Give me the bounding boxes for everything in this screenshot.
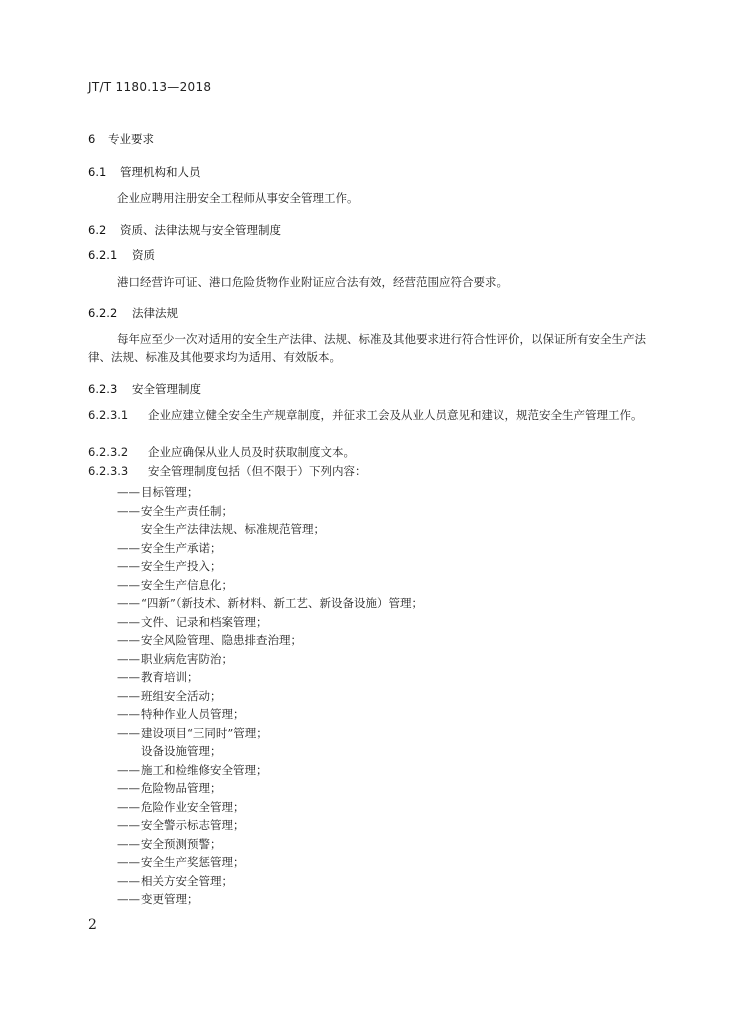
list-dash: —— [117, 596, 140, 610]
section-title: 专业要求 [108, 132, 154, 146]
list-dash: —— [117, 485, 140, 499]
list-item-text: 安全生产法律法规、标准规范管理； [141, 522, 325, 536]
list-item-text: 安全生产奖惩管理； [141, 855, 245, 869]
list-item-text: 施工和检维修安全管理； [141, 762, 268, 777]
section-6-2-2-text: 每年应至少一次对适用的安全生产法律、法规、标准及其他要求进行符合性评价，以保证所有安全生产法律、法规、标准及其他要求均为适用、有效版本。 [88, 332, 646, 364]
management-system-list [117, 483, 423, 909]
list-item-text: 危险作业安全管理； [141, 799, 245, 814]
list-dash: —— [117, 892, 140, 906]
list-item [117, 890, 423, 909]
list-item [117, 705, 423, 724]
list-dash: —— [117, 633, 140, 647]
list-item [117, 835, 423, 854]
list-item [117, 761, 423, 780]
list-item [117, 853, 423, 872]
list-dash: —— [117, 725, 140, 740]
list-item [117, 816, 423, 835]
section-6-2-3-heading [88, 381, 201, 397]
section-6-1-text: 企业应聘用注册安全工程师从事安全管理工作。 [117, 191, 359, 205]
section-6-2-3-2 [88, 444, 355, 460]
list-item-text: 安全生产责任制； [141, 503, 233, 518]
list-item-text: 文件、记录和档案管理； [141, 614, 268, 629]
list-item [117, 687, 423, 706]
list-dash: —— [117, 614, 140, 629]
list-item [117, 742, 423, 761]
list-item [117, 557, 423, 576]
section-6-2-2-heading [88, 305, 178, 321]
section-6-2-1-heading [88, 247, 155, 263]
list-item [117, 668, 423, 687]
list-item-text: 目标管理； [141, 485, 199, 499]
list-item [117, 502, 423, 521]
list-item-text: 班组安全活动； [141, 688, 222, 703]
list-item-text: 建设项目“三同时”管理； [141, 725, 268, 740]
list-item [117, 724, 423, 743]
list-item-text: 变更管理； [141, 892, 199, 906]
section-title: 资质、法律法规与安全管理制度 [120, 223, 281, 237]
list-dash: —— [117, 818, 140, 832]
section-6-2-3-3 [88, 463, 367, 479]
list-dash: —— [117, 670, 140, 684]
clause-number: 6.2.3.3 [88, 464, 129, 478]
clause-number: 6.2.3.2 [88, 445, 129, 459]
list-dash: —— [117, 762, 140, 777]
section-number: 6.2.3 [88, 382, 118, 396]
clause-text: 企业应建立健全安全生产规章制度，并征求工会及从业人员意见和建议，规范安全生产管理工作。 [148, 408, 643, 422]
clause-text: 安全管理制度包括（但不限于）下列内容： [148, 464, 367, 478]
list-dash: —— [117, 781, 140, 795]
section-number: 6.2.1 [88, 248, 118, 262]
list-dash: —— [117, 873, 140, 888]
section-6-2-1-text: 港口经营许可证、港口危险货物作业附证应合法有效，经营范围应符合要求。 [117, 275, 508, 289]
list-dash: —— [117, 651, 140, 666]
standard-code-header: JT/T 1180.13—2018 [88, 80, 212, 94]
list-dash: —— [117, 559, 140, 573]
section-title: 管理机构和人员 [120, 165, 201, 179]
list-item [117, 539, 423, 558]
list-item [117, 798, 423, 817]
section-6-heading [88, 131, 154, 147]
section-number: 6 [88, 132, 96, 146]
list-dash: —— [117, 503, 140, 518]
list-item [117, 631, 423, 650]
list-item [117, 576, 423, 595]
list-dash: —— [117, 688, 140, 703]
list-item [117, 613, 423, 632]
list-item-text: “四新”（新技术、新材料、新工艺、新设备设施）管理； [141, 596, 424, 610]
list-item [117, 520, 423, 539]
list-dash: —— [117, 836, 140, 851]
section-title: 法律法规 [132, 306, 178, 320]
list-item [117, 594, 423, 613]
list-item [117, 483, 423, 502]
section-6-2-heading [88, 222, 281, 238]
list-dash: —— [117, 540, 140, 555]
list-item-text: 相关方安全管理； [141, 873, 233, 888]
list-item [117, 650, 423, 669]
list-item-text: 安全预测预警； [141, 836, 222, 851]
section-title: 安全管理制度 [132, 382, 201, 396]
list-item-text: 安全生产投入； [141, 559, 222, 573]
list-item [117, 779, 423, 798]
list-item-text: 设备设施管理； [141, 744, 222, 758]
page-number: 2 [88, 917, 97, 933]
list-dash: —— [117, 707, 140, 721]
list-item-text: 安全生产承诺； [141, 540, 222, 555]
section-6-2-3-1 [88, 406, 648, 424]
list-item-text: 安全生产信息化； [141, 577, 233, 592]
list-dash: —— [117, 855, 140, 869]
list-item [117, 872, 423, 891]
section-6-1-heading [88, 164, 201, 180]
list-item-text: 安全警示标志管理； [141, 818, 245, 832]
section-number: 6.2.2 [88, 306, 118, 320]
list-item-text: 教育培训； [141, 670, 199, 684]
list-dash: —— [117, 799, 140, 814]
list-item-text: 特种作业人员管理； [141, 707, 245, 721]
clause-number: 6.2.3.1 [88, 408, 129, 422]
section-number: 6.1 [88, 165, 107, 179]
list-item-text: 职业病危害防治； [141, 651, 233, 666]
section-title: 资质 [132, 248, 155, 262]
list-item-text: 危险物品管理； [141, 781, 222, 795]
section-number: 6.2 [88, 223, 107, 237]
list-item-text: 安全风险管理、隐患排查治理； [141, 633, 302, 647]
list-dash: —— [117, 577, 140, 592]
clause-text: 企业应确保从业人员及时获取制度文本。 [148, 445, 355, 459]
